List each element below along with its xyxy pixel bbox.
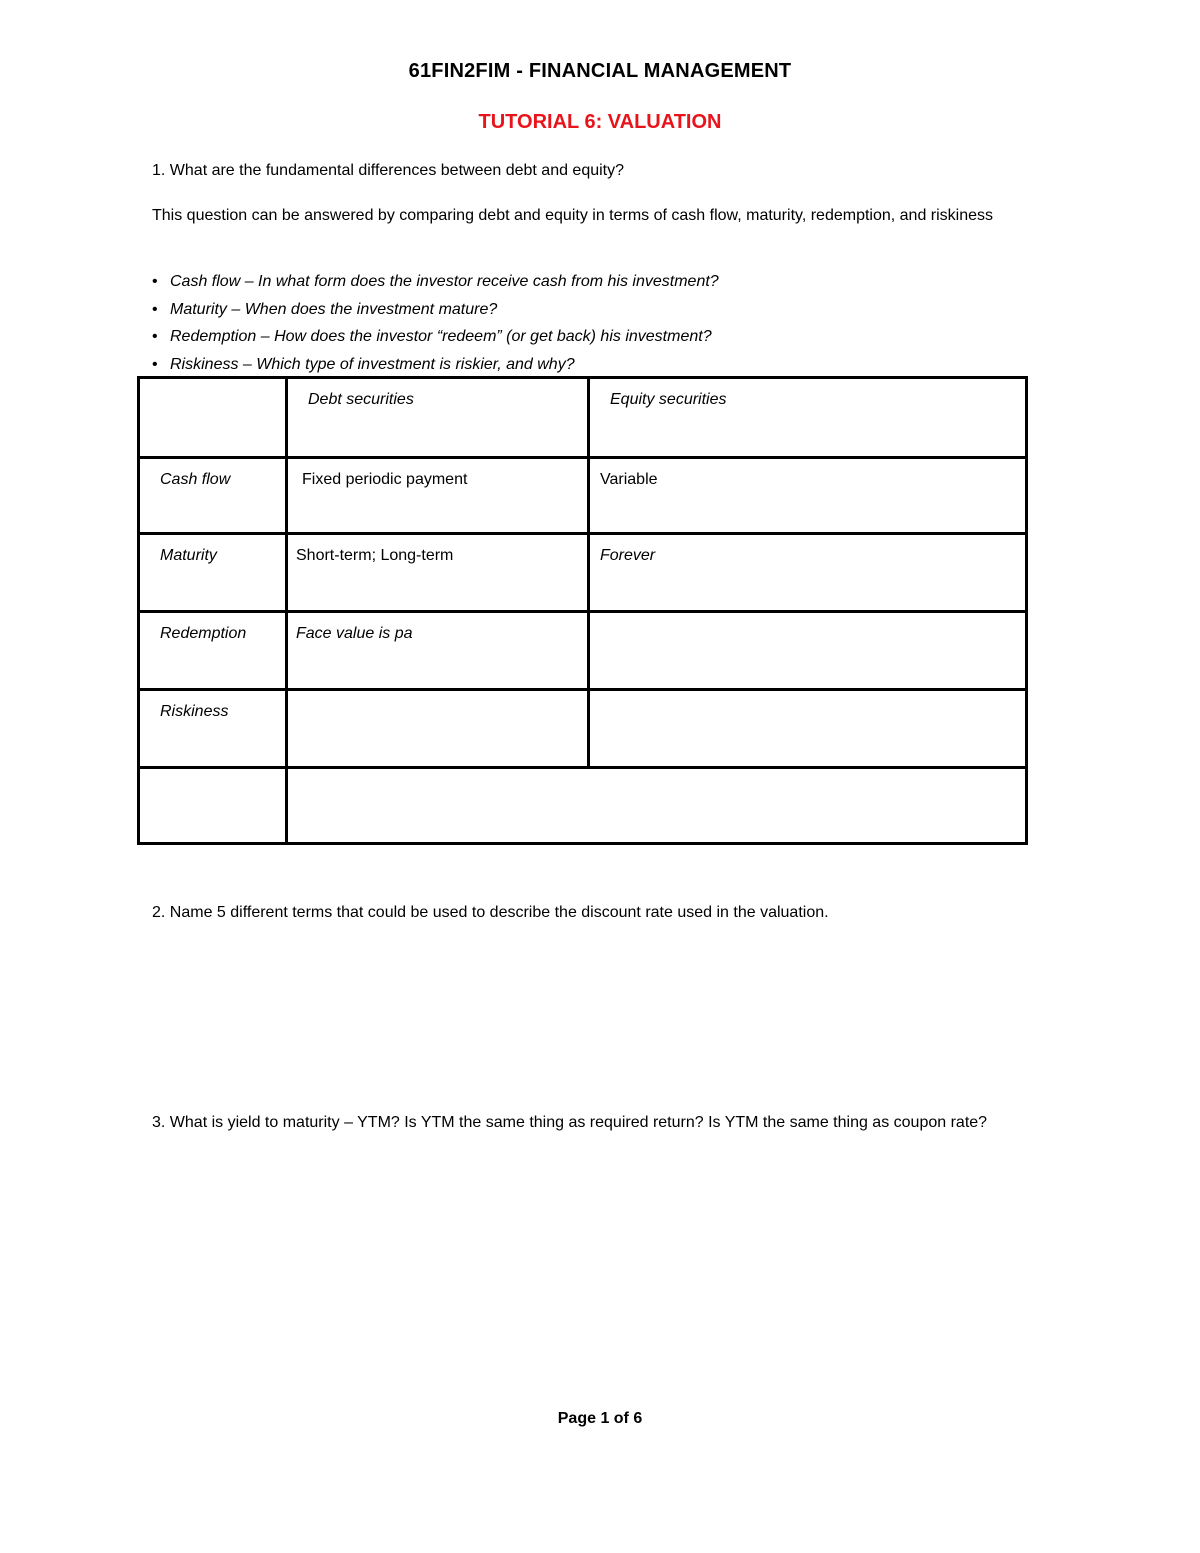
page-number: Page 1 of 6 (557, 1410, 643, 1427)
table-corner-cell (139, 378, 287, 458)
bullet-text: Maturity – When does the investment mature? (170, 300, 498, 318)
question-1-intro: This question can be answered by comparing debt and equity in terms of cash flow, maturity, redemption, and riskiness (152, 207, 994, 224)
bullet-icon: • (152, 355, 158, 373)
document-subtitle: TUTORIAL 6: VALUATION (478, 111, 722, 133)
table-header-row (139, 378, 1027, 458)
bullet-text: Cash flow – In what form does the investor receive cash from his investment? (170, 273, 719, 290)
cell-debt-redemption: Face value is pa (287, 612, 589, 690)
cell-debt-riskiness (287, 690, 589, 768)
bullet-icon: • (152, 300, 158, 318)
bullet-item (152, 326, 719, 354)
bullet-icon: • (152, 273, 158, 290)
cell-debt-maturity: Short-term; Long-term (287, 534, 589, 612)
table-row (139, 690, 1027, 768)
bullet-text: Redemption – How does the investor “redeem” (or get back) his investment? (170, 328, 712, 345)
table-row (139, 612, 1027, 690)
cell-equity-cash-flow: Variable (589, 458, 1027, 534)
table-row (139, 768, 1027, 844)
bullet-item (152, 299, 719, 327)
cell-equity-riskiness (589, 690, 1027, 768)
bullet-item (152, 271, 719, 299)
bullet-text: Riskiness – Which type of investment is riskier, and why? (170, 355, 575, 373)
cell-equity-redemption (589, 612, 1027, 690)
table-row (139, 458, 1027, 534)
column-header-debt: Debt securities (287, 378, 589, 458)
question-1: 1. What are the fundamental differences between debt and equity? (152, 162, 625, 179)
row-label-empty (139, 768, 287, 844)
row-label-cash-flow: Cash flow (139, 458, 287, 534)
cell-debt-cash-flow: Fixed periodic payment (287, 458, 589, 534)
column-header-equity: Equity securities (589, 378, 1027, 458)
question-1-bullet-list (152, 271, 719, 381)
cell-equity-maturity: Forever (589, 534, 1027, 612)
row-label-redemption: Redemption (139, 612, 287, 690)
cell-merged-empty (287, 768, 1027, 844)
row-label-riskiness: Riskiness (139, 690, 287, 768)
row-label-maturity: Maturity (139, 534, 287, 612)
table-row (139, 534, 1027, 612)
question-3: 3. What is yield to maturity – YTM? Is YTM the same thing as required return? Is YTM the same thing as coupon rate? (152, 1114, 988, 1131)
document-title: 61FIN2FIM - FINANCIAL MANAGEMENT (408, 60, 792, 82)
bullet-icon: • (152, 328, 158, 345)
question-2: 2. Name 5 different terms that could be used to describe the discount rate used in the valuation. (152, 904, 829, 921)
debt-equity-comparison-table (137, 376, 1028, 845)
